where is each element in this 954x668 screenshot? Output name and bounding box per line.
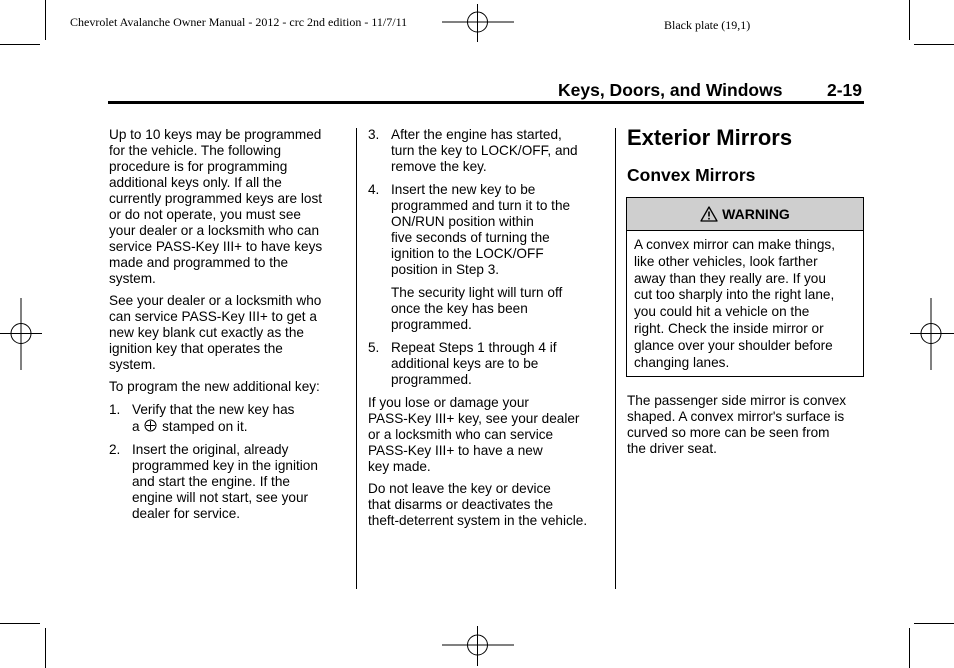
text-line: for the vehicle. The following	[109, 143, 282, 158]
keyhead-symbol-icon	[144, 419, 157, 432]
text-line: procedure is for programming	[109, 159, 288, 174]
paragraph	[109, 293, 349, 373]
plate-header-left: Chevrolet Avalanche Owner Manual - 2012 - crc 2nd edition - 11/7/11	[70, 15, 408, 29]
column-2	[368, 127, 608, 529]
text-line: Insert the new key to be	[391, 182, 536, 197]
crop-mark-icon	[914, 623, 954, 624]
list-item	[368, 340, 608, 388]
text-line: new key blank cut exactly as the	[109, 325, 304, 340]
crop-mark-icon	[909, 628, 910, 668]
text-line: or a locksmith who can service	[368, 427, 554, 442]
page-number: 2-19	[827, 80, 863, 100]
text-line: glance over your shoulder before	[634, 337, 833, 353]
text-line: made and programmed to the	[109, 255, 289, 270]
text-line: PASS-Key III+ key, see your dealer	[368, 411, 580, 426]
text-line: If you lose or damage your	[368, 395, 529, 410]
registration-mark-icon	[442, 4, 514, 42]
text-line: The passenger side mirror is convex	[627, 393, 847, 408]
text-line: ignition key that operates the	[109, 341, 283, 356]
registration-mark-icon	[0, 298, 42, 370]
text-line: shaped. A convex mirror's surface is	[627, 409, 845, 424]
paragraph	[368, 481, 608, 529]
crop-mark-icon	[0, 623, 40, 624]
text-line: programmed key in the ignition	[132, 458, 318, 473]
warning-triangle-icon	[700, 206, 718, 222]
text-fragment: a	[132, 419, 140, 434]
registration-mark-icon	[442, 626, 514, 666]
text-line: that disarms or deactivates the	[368, 497, 554, 512]
text-line: key made.	[368, 459, 431, 474]
text-line: right. Check the inside mirror or	[634, 320, 824, 336]
text-line: your dealer or a locksmith who can	[109, 223, 320, 238]
warning-text	[627, 231, 863, 371]
step-note	[368, 285, 608, 333]
text-line: To program the new additional key:	[109, 379, 320, 394]
text-line: The security light will turn off	[391, 285, 563, 300]
list-item	[368, 182, 608, 278]
list-item	[109, 442, 349, 522]
text-line: Up to 10 keys may be programmed	[109, 127, 322, 142]
text-line: PASS-Key III+ to have a new	[368, 443, 543, 458]
crop-mark-icon	[0, 44, 40, 45]
text-fragment: stamped on it.	[162, 419, 248, 434]
text-line: theft-deterrent system in the vehicle.	[368, 513, 588, 528]
paragraph	[368, 395, 608, 475]
text-line: you could hit a vehicle on the	[634, 304, 810, 320]
text-line: five seconds of turning the	[391, 230, 550, 245]
text-line: Do not leave the key or device	[368, 481, 551, 496]
heading-exterior-mirrors: Exterior Mirrors	[627, 125, 793, 150]
crop-mark-icon	[45, 628, 46, 668]
text-line: turn the key to LOCK/OFF, and	[391, 143, 578, 158]
list-item	[109, 402, 349, 435]
text-line: and start the engine. If the	[132, 474, 290, 489]
text-line: additional keys only. If all the	[109, 175, 282, 190]
text-line: remove the key.	[391, 159, 487, 174]
text-line: or do not operate, you must see	[109, 207, 301, 222]
text-line: Insert the original, already	[132, 442, 289, 457]
step-number: 1.	[109, 402, 121, 417]
paragraph	[627, 393, 867, 457]
text-line: curved so more can be seen from	[627, 425, 830, 440]
text-line: changing lanes.	[634, 354, 730, 370]
text-line: additional keys are to be	[391, 356, 539, 371]
text-line: can service PASS-Key III+ to get a	[109, 309, 317, 324]
warning-box	[626, 197, 864, 377]
text-line	[132, 419, 349, 435]
text-line: A convex mirror can make things,	[634, 237, 835, 252]
crop-mark-icon	[45, 0, 46, 40]
warning-header	[627, 198, 863, 231]
section-title: Keys, Doors, and Windows	[558, 80, 783, 100]
text-line: After the engine has started,	[391, 127, 562, 142]
column-1	[109, 127, 349, 522]
subheading-convex-mirrors: Convex Mirrors	[627, 165, 756, 185]
text-line: away than they really are. If you	[634, 270, 826, 286]
plate-header-right: Black plate (19,1)	[664, 18, 751, 32]
text-line: currently programmed keys are lost	[109, 191, 323, 206]
header-rule	[108, 101, 864, 104]
step-number: 3.	[368, 127, 380, 142]
list-item	[368, 127, 608, 175]
text-line: dealer for service.	[132, 506, 241, 521]
paragraph	[109, 379, 349, 395]
text-line: engine will not start, see your	[132, 490, 309, 505]
text-line: system.	[109, 271, 156, 286]
step-number: 2.	[109, 442, 121, 457]
crop-mark-icon	[914, 44, 954, 45]
text-line: Verify that the new key has	[132, 402, 295, 417]
text-line: Repeat Steps 1 through 4 if	[391, 340, 557, 355]
text-line: See your dealer or a locksmith who	[109, 293, 322, 308]
step-number: 4.	[368, 182, 380, 197]
text-line: position in Step 3.	[391, 262, 500, 277]
text-line: ignition to the LOCK/OFF	[391, 246, 544, 261]
crop-mark-icon	[909, 0, 910, 40]
text-line: ON/RUN position within	[391, 214, 534, 229]
text-line: once the key has been	[391, 301, 528, 316]
warning-label: WARNING	[722, 206, 790, 222]
text-line: cut too sharply into the right lane,	[634, 287, 835, 303]
text-line: programmed and turn it to the	[391, 198, 571, 213]
column-divider	[356, 128, 357, 589]
registration-mark-icon	[910, 298, 954, 370]
text-line: like other vehicles, look farther	[634, 253, 818, 269]
text-line: service PASS-Key III+ to have keys	[109, 239, 323, 254]
paragraph	[109, 127, 349, 287]
text-line: programmed.	[391, 372, 472, 387]
text-line: the driver seat.	[627, 441, 717, 456]
column-divider	[615, 128, 616, 589]
step-number: 5.	[368, 340, 380, 355]
text-line: programmed.	[391, 317, 472, 332]
text-line: system.	[109, 357, 156, 372]
